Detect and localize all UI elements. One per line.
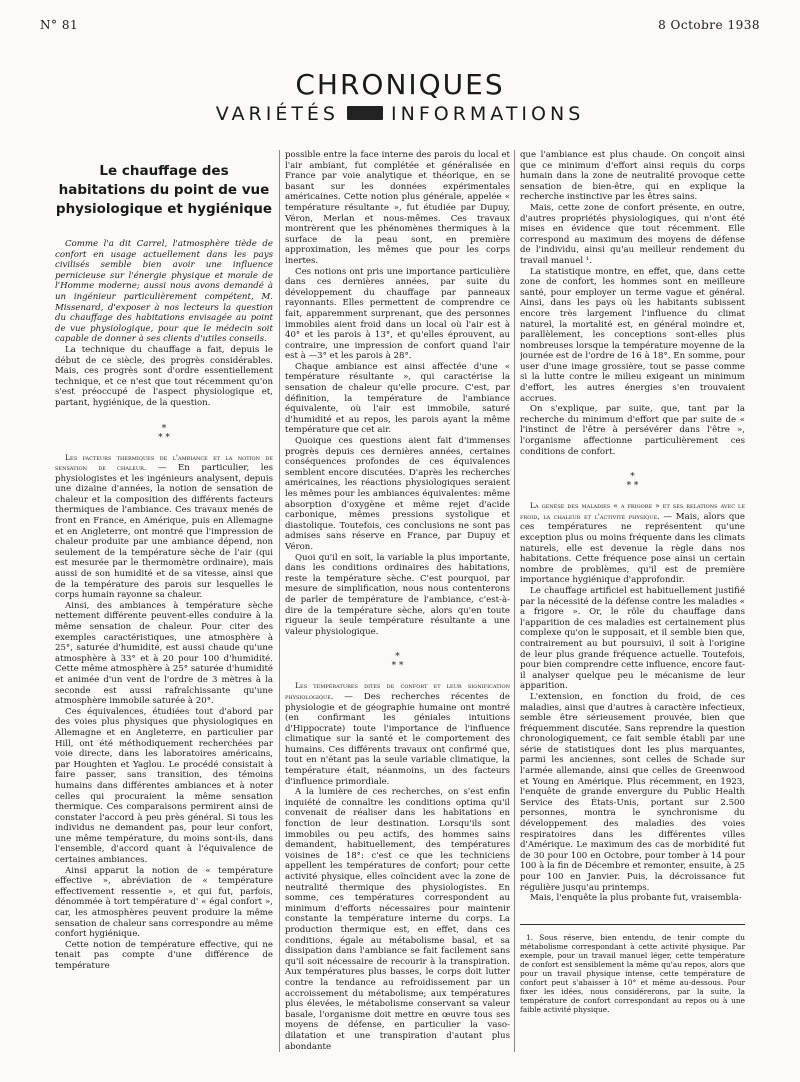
section-separator: * * *: [626, 472, 639, 492]
emblem-icon: [347, 106, 383, 120]
paragraph: Mais, l'enquête la plus probante fut, vraisembla-: [530, 893, 742, 904]
paragraph: Ces équivalences, étudiées tout d'abord par des voies plus physiques que physiologiques en Allemagne et en Angleterre, en particulier par Hill, ont été méthodiquement recherchées par voie directe, dans les laboratoires américains, par Houghten et Yaglou. Le procédé consistait à faire passer, sans transition, des témoins humains dans différentes ambiances et à noter celles qui procuraient la même sensation thermique. Ces comparaisons permirent ainsi de constater l'accord à peu près général. Si tous les individus ne demandent pas, pour leur confort, une même température, du moins sont-ils, dans l'ensemble, d'accord quant à l'équivalence de certaines ambiances.: [55, 706, 273, 866]
masthead-right-word: INFORMATIONS: [391, 103, 585, 125]
section-heading: La genèse des maladies « a frigore » et ses relations avec le froid, la chaleur et l'activité physique.: [520, 501, 745, 521]
paragraph: possible entre la face interne des parois du local et l'air ambiant, fut complétée et généralisée en France par voie analytique et théorique, en se basant sur les données expérimentales américaines. Cette notion plus générale, appelée « température résultante », fut étudiée par Dupuy, Véron, Merlan et nous-mêmes. Ces travaux montrèrent que les phénomènes thermiques à la surface de la peau sont, en première approximation, les mêmes que pour les corps inertes.: [285, 150, 510, 266]
issue-date: 8 Octobre 1938: [658, 18, 760, 32]
masthead-left-word: VARIÉTÉS: [215, 103, 339, 125]
column-3: [520, 150, 745, 912]
paragraph: Le chauffage artificiel est habituellement justifié par la nécessité de la défense contre les maladies « a frigore ». Or, le rôle du chauffage dans l'apparition de ces maladies est certainement plus complexe qu'on le supposait, et il semble bien que, contrairement au but poursuivi, il soit à l'origine de leur plus grande fréquence actuelle. Toutefois, pour bien comprendre cette influence, encore faut-il analyser quelque peu le mécanisme de leur apparition.: [520, 585, 745, 692]
paragraph: Mais, cette zone de confort présente, en outre, d'autres propriétés physiologiques, qui n'ont été mises en évidence que tout récemment. Elle correspond au maximum des moyens de défense de l'individu, ainsi qu'au meilleur rendement du travail manuel ¹.: [520, 202, 745, 266]
section-heading: Les températures dites de confort et leur signification physiologique.: [285, 681, 510, 701]
paragraph: Les températures dites de confort et leur signification physiologique. — Des recherches récentes de physiologie et de géographie humaine ont montré (en confirmant les géniales intuitions d'Hippocrate) toute l'importance de l'influence climatique sur la santé et le comportement des humains. Ces différents travaux ont confirmé que, tout en n'étant pas la seule variable climatique, la température était, néanmoins, un des facteurs d'influence primordiale.: [285, 681, 510, 787]
paragraph: Ces notions ont pris une importance particulière dans ces dernières années, par suite du développement du chauffage par panneaux rayonnants. Elles permettent de comprendre ce fait, apparemment surprenant, que des personnes immobiles aient froid dans un local où l'air est à 40° et les parois à 13°, et qu'elles éprouvent, au contraire, une impression de confort quand l'air est à —3° et les parois à 28°.: [285, 266, 510, 362]
intro-paragraph: Comme l'a dit Carrel, l'atmosphère tiède de confort en usage actuellement dans les pays civilisés semble bien avoir une influence pernicieuse sur l'énergie physique et morale de l'Homme moderne; aussi nous avons demandé à un ingénieur particulièrement compétent, M. Missenard, d'exposer à nos lecteurs la question du chauffage des habitations envisagée au point de vue physiologique, pour que le médecin soit capable de donner à ses clients d'utiles conseils.: [55, 239, 273, 345]
section-heading: Les facteurs thermiques de l'ambiance et la notion de sensation de chaleur.: [55, 452, 273, 473]
article-title: Le chauffage des habitations du point de vue physiologique et hygiénique: [55, 163, 273, 217]
paragraph: Cette notion de température effective, qui ne tenait pas compte d'une différence de température: [55, 939, 273, 971]
paragraph: Ainsi, des ambiances à température sèche nettement différente peuvent-elles conduire à la même sensation de chaleur. Pour citer des exemples caractéristiques, une atmosphère à 25°, saturée d'humidité, est aussi chaude qu'une atmosphère à 33° et à 20 pour 100 d'humidité. Cette même atmosphère à 25° saturée d'humidité et animée d'un vent de l'ordre de 3 mètres à la seconde est aussi rafraîchissante qu'une atmosphère immobile saturée à 20°.: [55, 600, 273, 707]
paragraph: Ainsi apparut la notion de « température effective », abréviation de « température effectivement ressentie », et qui fut, parfois, dénommée à tort température d' « égal confort », car, les atmosphères peuvent produire la même sensation de chaleur sans correspondre au même confort hygiénique.: [55, 865, 273, 940]
paragraph: L'extension, en fonction du froid, de ces maladies, ainsi que d'autres à caractère infectieux, semble être sérieusement prouvée, bien que fréquemment discutée. Sans reprendre la question chronologiquement, ce fait semble établi par une série de statistiques dont les plus marquantes, parmi les anciennes, sont celles de Schade sur l'armée allemande, ainsi que celles de Greenwood et Young en Amérique. Plus récemment, en 1923, l'enquête de grande envergure du Public Health Service des États-Unis, portant sur 2.500 personnes, montra le synchronisme du développement des maladies des voies respiratoires dans les différentes villes d'Amérique. Le maximum des cas de morbidité fut de 30 pour 100 en Octobre, pour tomber à 14 pour 100 à la fin de Décembre et remonter, ensuite, à 25 pour 100 en Janvier. Puis, la décroissance fut régulière jusqu'au printemps.: [520, 691, 745, 893]
paragraph: Quoi qu'il en soit, la variable la plus importante, dans les conditions ordinaires des habitations, reste la température sèche. C'est pourquoi, par mesure de simplification, nous nous contenterons de parler de température de l'ambiance, c'est-à-dire de la température sèche, alors qu'en toute rigueur la seule température résultante a une valeur physiologique.: [285, 552, 510, 637]
paragraph: On s'explique, par suite, que, tant par la recherche du minimum d'effort que par suite de « l'instinct de l'être à persévérer dans l'être », l'organisme affectionne particulièrement ces conditions de confort.: [520, 404, 745, 457]
paragraph: A la lumière de ces recherches, on s'est enfin inquiété de connaître les conditions optima qu'il convenait de réaliser dans les habitations en fonction de leur destination. Lorsqu'ils sont immobiles ou peu actifs, des hommes sains demandent, habituellement, des températures voisines de 18°: c'est ce que les techniciens appellent les températures de confort; pour cette activité physique, elles coïncident avec la zone de neutralité thermique des physiologistes. En somme, ces températures correspondent au minimum d'efforts nécessaires pour maintenir constante la température interne du corps. La production thermique est, en effet, dans ces conditions, égale au métabolisme basal, et sa dissipation dans l'ambiance se fait facilement sans qu'il soit nécessaire de recourir à la transpiration. Aux températures plus basses, le corps doit lutter contre la tendance au refroidissement par un accroissement du métabolisme; aux températures plus élevées, le métabolisme conservant sa valeur basale, l'organisme doit mettre en œuvre tous ses moyens de défense, en particulier la vaso-dilatation et une transpiration d'autant plus abondante: [285, 787, 510, 1052]
footnote: [520, 924, 745, 1014]
column-1: [55, 148, 273, 1052]
section-separator: * * *: [158, 423, 170, 443]
column-rule: [514, 150, 515, 1052]
paragraph: La statistique montre, en effet, que, dans cette zone de confort, les hommes sont en meilleure santé, pour employer un terme vague et général. Ainsi, dans les pays où les habitants subissent encore très largement l'influence du climat naturel, la mortalité est, en général moindre et, parallèlement, les conceptions sont-elles plus nombreuses lorsque la température moyenne de la journée est de l'ordre de 16 à 18°. En somme, pour user d'une image grossière, tout se passe comme si la lutte contre le milieu exigeant un minimum d'effort, les autres énergies s'en trouvaient accrues.: [520, 266, 745, 404]
footnote-text: 1. Sous réserve, bien entendu, de tenir compte du métabolisme correspondant à cette activité physique. Par exemple, pour un travail manuel léger, cette température de confort est sensiblement la même qu'au repos, alors que pour un travail physique intense, cette température de confort peut s'abaisser à 10° et même au-dessous. Pour fixer les idées, nous considérerons, par la suite, la température de confort correspondant au repos ou à une faible activité physique.: [520, 933, 745, 1014]
paragraph: La genèse des maladies « a frigore » et ses relations avec le froid, la chaleur et l'activité physique. — Mais, alors que ces températures ne représentent qu'une exception plus ou moins fréquente dans les climats naturels, elle est devenue la règle dans nos habitations. Cette fréquence pose ainsi un certain nombre de problèmes, qu'il est de première importance hygiénique d'approfondir.: [520, 501, 745, 586]
column-2: [285, 150, 510, 1052]
masthead: [0, 68, 800, 125]
paragraph: Quoique ces questions aient fait d'immenses progrès depuis ces dernières années, certaines conséquences profondes de ces équivalences semblent encore discutées. D'après les recherches américaines, les réactions physiologiques seraient les mêmes pour les ambiances équivalentes: même absorption d'oxygène et même rejet d'acide carbonique, mêmes pressions systolique et diastolique. Toutefois, ces conclusions ne sont pas admises sans réserve en France, par Dupuy et Véron.: [285, 436, 510, 552]
masthead-title: CHRONIQUES: [295, 68, 505, 101]
issue-number: N° 81: [40, 18, 79, 32]
paragraph: que l'ambiance est plus chaude. On conçoit ainsi que ce minimum d'effort ainsi requis du corps humain dans la zone de neutralité provoque cette sensation de bien-être, qui en explique la recherche instinctive par les êtres sains.: [520, 150, 745, 203]
column-rule: [279, 150, 280, 1052]
section-separator: * * *: [391, 652, 404, 672]
paragraph: Les facteurs thermiques de l'ambiance et la notion de sensation de chaleur. — En particulier, les physiologistes et les ingénieurs analysent, depuis une dizaine d'années, la notion de sensation de chaleur et la composition des différents facteurs thermiques de l'ambiance. Ces travaux menés de front en France, en Amérique, puis en Allemagne et en Angleterre, ont montré que l'impression de chaleur produite par une ambiance dépend, non seulement de la température sèche de l'air (qui est mesurée par le thermomètre ordinaire), mais aussi de son humidité et de sa vitesse, ainsi que de la température des parois sur lesquelles le corps humain rayonne sa chaleur.: [55, 452, 273, 601]
paragraph: La technique du chauffage a fait, depuis le début de ce siècle, des progrès considérables. Mais, ces progrès sont d'ordre essentiellement technique, et ce n'est que tout récemment qu'on s'est préoccupé de l'aspect physiologique et, partant, hygiénique, de la question.: [55, 344, 273, 408]
paragraph: Chaque ambiance est ainsi affectée d'une « température résultante », qui caractérise la sensation de chaleur qu'elle procure. C'est, par définition, la température de l'ambiance équivalente, où l'air est immobile, saturé d'humidité et au repos, les parois ayant la même température que cet air.: [285, 361, 510, 436]
running-header: [40, 18, 760, 34]
masthead-subtitle: [0, 103, 800, 125]
